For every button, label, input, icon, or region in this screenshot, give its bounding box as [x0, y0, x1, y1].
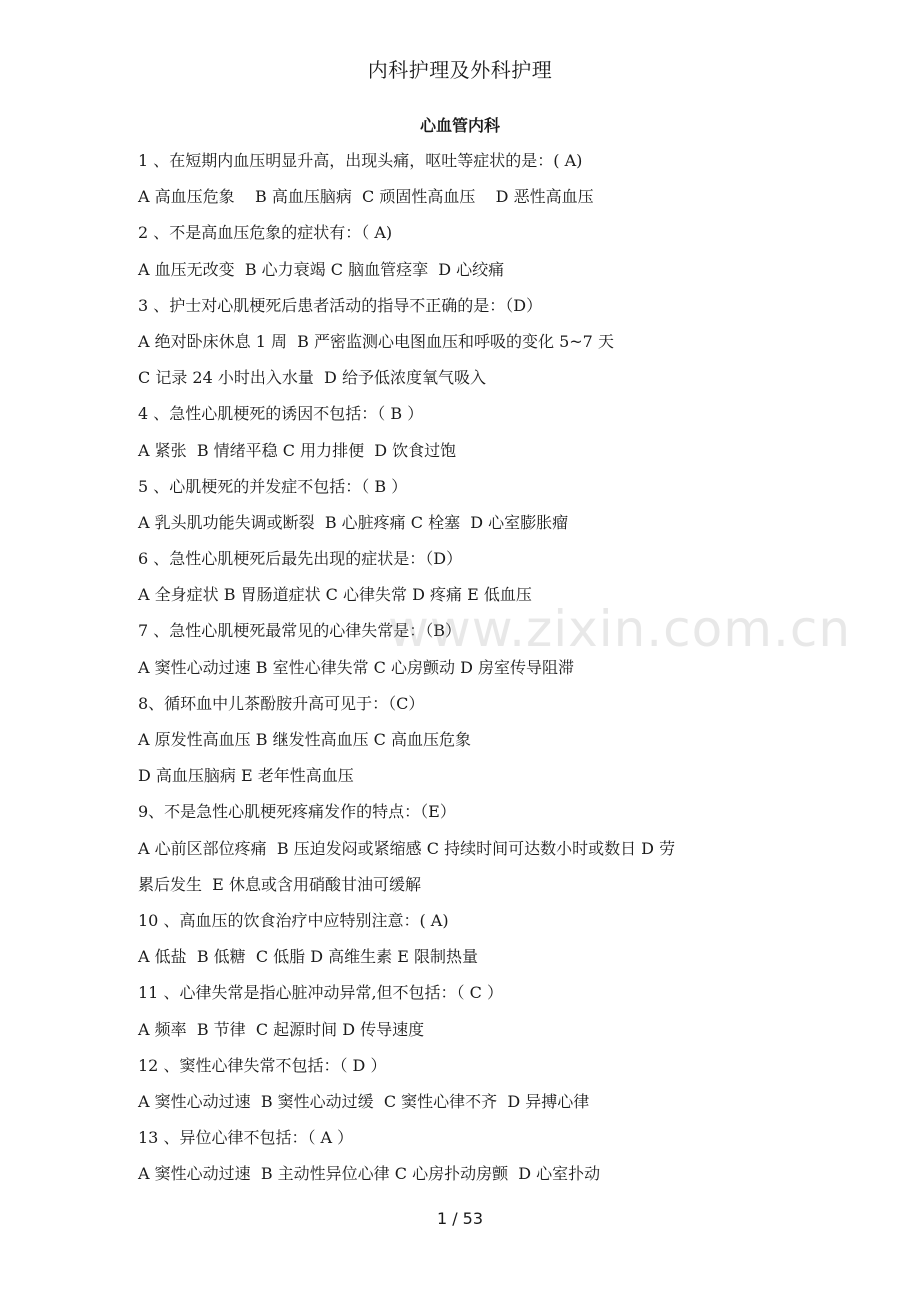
text-line: A 绝对卧床休息 1 周 B 严密监测心电图血压和呼吸的变化 5~7 天 [138, 331, 614, 351]
text-line: A 乳头肌功能失调或断裂 B 心脏疼痛 C 栓塞 D 心室膨胀瘤 [138, 512, 569, 532]
question-list [138, 147, 788, 1196]
text-line: A 血压无改变 B 心力衰竭 C 脑血管痉挛 D 心绞痛 [138, 259, 505, 279]
text-line: A 窦性心动过速 B 室性心律失常 C 心房颤动 D 房室传导阻滞 [138, 657, 574, 677]
text-line: 10 、高血压的饮食治疗中应特别注意：( A) [138, 910, 449, 930]
document-title: 内科护理及外科护理 [367, 58, 553, 82]
text-line: A 心前区部位疼痛 B 压迫发闷或紧缩感 C 持续时间可达数小时或数日 D 劳 [138, 838, 676, 858]
section-title: 心血管内科 [419, 116, 500, 135]
text-line: 9、不是急性心肌梗死疼痛发作的特点：（E） [138, 802, 456, 822]
text-line: A 频率 B 节律 C 起源时间 D 传导速度 [138, 1019, 425, 1039]
text-line: A 高血压危象 B 高血压脑病 C 顽固性高血压 D 恶性高血压 [138, 187, 594, 207]
text-line: 累后发生 E 休息或含用硝酸甘油可缓解 [138, 874, 421, 894]
text-line: A 原发性高血压 B 继发性高血压 C 高血压危象 [138, 730, 471, 749]
text-line: 7 、急性心肌梗死最常见的心律失常是：（B） [138, 621, 462, 641]
text-line: D 高血压脑病 E 老年性高血压 [138, 766, 354, 786]
text-line: A 窦性心动过速 B 主动性异位心律 C 心房扑动房颤 D 心室扑动 [138, 1164, 601, 1184]
text-line: 8、循环血中儿茶酚胺升高可见于：（C） [138, 693, 425, 713]
text-line: 12 、窦性心律失常不包括：（ D ） [138, 1055, 387, 1075]
text-line: 6 、急性心肌梗死后最先出现的症状是：（D） [138, 549, 463, 569]
text-line: 11 、心律失常是指心脏冲动异常,但不包括：（ C ） [138, 983, 503, 1003]
text-line: 1 、在短期内血压明显升高，出现头痛，呕吐等症状的是：( A) [138, 151, 583, 170]
text-line: A 窦性心动过速 B 窦性心动过缓 C 窦性心律不齐 D 异搏心律 [138, 1091, 590, 1111]
watermark: www.zixin.com.cn [388, 600, 852, 658]
text-line: A 低盐 B 低糖 C 低脂 D 高维生素 E 限制热量 [138, 947, 479, 967]
text-line: 4 、急性心肌梗死的诱因不包括：（ B ） [138, 404, 424, 424]
text-line: 13 、异位心律不包括：（ A ） [138, 1128, 354, 1148]
text-line: 3 、护士对心肌梗死后患者活动的指导不正确的是：（D） [138, 295, 543, 315]
text-line: A 全身症状 B 胃肠道症状 C 心律失常 D 疼痛 E 低血压 [138, 585, 532, 605]
text-line: 2 、不是高血压危象的症状有：（ A) [138, 223, 393, 243]
text-line: C 记录 24 小时出入水量 D 给予低浓度氧气吸入 [138, 368, 486, 388]
page-number: 1 / 53 [436, 1209, 484, 1228]
text-line: A 紧张 B 情绪平稳 C 用力排便 D 饮食过饱 [138, 440, 457, 460]
text-line: 5 、心肌梗死的并发症不包括：（ B ） [138, 476, 408, 496]
